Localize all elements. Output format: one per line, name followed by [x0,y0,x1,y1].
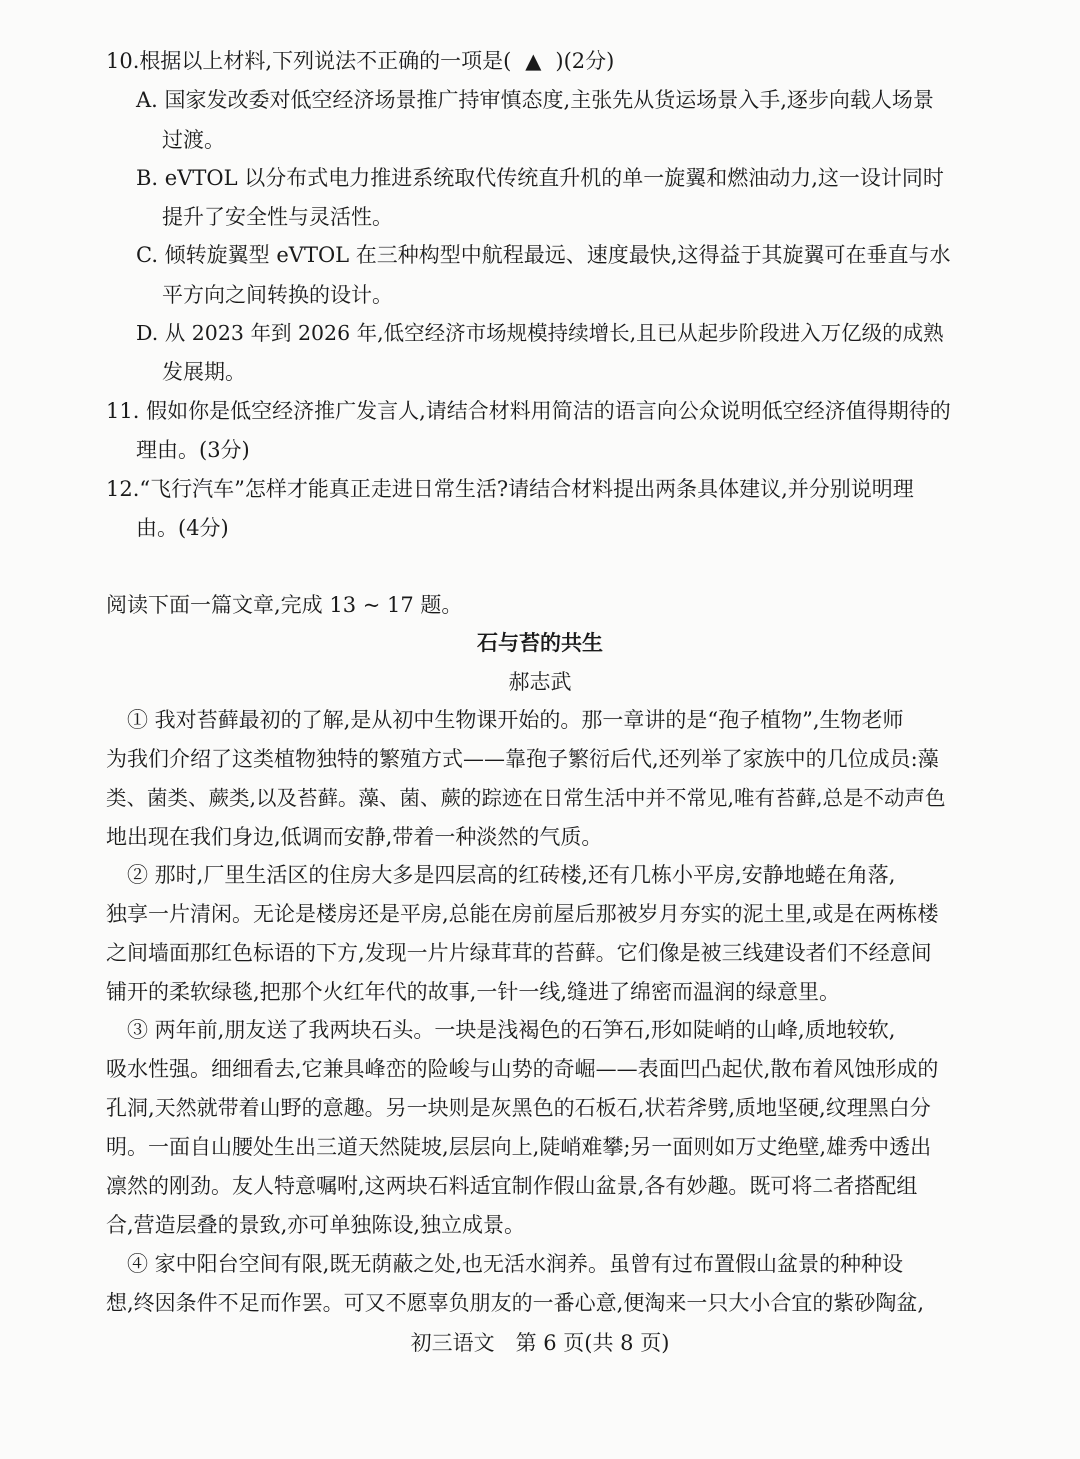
q11-line2: 理由。(3分) [136,438,250,462]
answer-blank-triangle-icon: ▲ [525,49,542,73]
paragraph-1-line: 为我们介绍了这类植物独特的繁殖方式——靠孢子繁衍后代,还列举了家族中的几位成员:藻 [106,747,939,771]
reading-intro: 阅读下面一篇文章,完成 13 ~ 17 题。 [106,593,463,617]
q12-line2: 由。(4分) [136,516,229,540]
paragraph-1-line: 地出现在我们身边,低调而安静,带着一种淡然的气质。 [106,825,603,849]
paragraph-3-line: ③ 两年前,朋友送了我两块石头。一块是浅褐色的石笋石,形如陡峭的山峰,质地较软, [106,1018,896,1042]
q10-option-c-line1: C. 倾转旋翼型 eVTOL 在三种构型中航程最远、速度最快,这得益于其旋翼可在垂直与水 [136,243,951,267]
article-title: 石与苔的共生 [477,631,603,655]
article-author: 郝志武 [508,670,572,694]
paragraph-2-line: 独享一片清闲。无论是楼房还是平房,总能在房前屋后那被岁月夯实的泥土里,或是在两栋楼 [106,902,939,926]
q10-option-b-line2: 提升了安全性与灵活性。 [162,205,393,229]
q10-option-d-line1: D. 从 2023 年到 2026 年,低空经济市场规模持续增长,且已从起步阶段进入万亿级的成熟 [136,321,944,345]
paragraph-3-line: 合,营造层叠的景致,亦可单独陈设,独立成景。 [106,1213,526,1237]
q10-option-c-line2: 平方向之间转换的设计。 [162,283,393,307]
paragraph-1-line: ① 我对苔藓最初的了解,是从初中生物课开始的。那一章讲的是“孢子植物”,生物老师 [106,708,904,732]
paragraph-3-line: 吸水性强。细细看去,它兼具峰峦的险峻与山势的奇崛——表面凹凸起伏,散布着风蚀形成的 [106,1057,939,1081]
q11-line1: 11. 假如你是低空经济推广发言人,请结合材料用简洁的语言向公众说明低空经济值得期待的 [106,399,951,423]
paragraph-4-line: ④ 家中阳台空间有限,既无荫蔽之处,也无活水润养。虽曾有过布置假山盆景的种种设 [106,1252,904,1276]
paragraph-1-line: 类、菌类、蕨类,以及苔藓。藻、菌、蕨的踪迹在日常生活中并不常见,唯有苔藓,总是不动声色 [106,786,946,810]
q10-score: )(2分) [555,49,615,73]
paragraph-2-line: 之间墙面那红色标语的下方,发现一片片绿茸茸的苔藓。它们像是被三线建设者们不经意间 [106,941,932,965]
page-footer: 初三语文 第 6 页(共 8 页) [410,1331,670,1355]
q10-option-d-line2: 发展期。 [162,360,246,384]
q10-stem-text: 10.根据以上材料,下列说法不正确的一项是( [106,49,512,73]
q10-option-b-line1: B. eVTOL 以分布式电力推进系统取代传统直升机的单一旋翼和燃油动力,这一设计同时 [136,166,944,190]
paragraph-3-line: 凛然的刚劲。友人特意嘱咐,这两块石料适宜制作假山盆景,各有妙趣。既可将二者搭配组 [106,1174,918,1198]
paragraph-2-line: 铺开的柔软绿毯,把那个火红年代的故事,一针一线,缝进了绵密而温润的绿意里。 [106,980,841,1004]
paragraph-2-line: ② 那时,厂里生活区的住房大多是四层高的红砖楼,还有几栋小平房,安静地蜷在角落, [106,863,896,887]
q10-option-a-line1: A. 国家发改委对低空经济场景推广持审慎态度,主张先从货运场景入手,逐步向载人场景 [136,88,934,112]
paragraph-3-line: 明。一面自山腰处生出三道天然陡坡,层层向上,陡峭难攀;另一面则如万丈绝壁,雄秀中透出 [106,1135,932,1159]
paragraph-4-line: 想,终因条件不足而作罢。可又不愿辜负朋友的一番心意,便淘来一只大小合宜的紫砂陶盆, [106,1291,925,1315]
paragraph-3-line: 孔洞,天然就带着山野的意趣。另一块则是灰黑色的石板石,状若斧劈,质地坚硬,纹理黑白分 [106,1096,931,1120]
q10-option-a-line2: 过渡。 [162,128,225,152]
q12-line1: 12.“飞行汽车”怎样才能真正走进日常生活?请结合材料提出两条具体建议,并分别说明理 [106,477,914,501]
q10-stem [106,48,614,74]
